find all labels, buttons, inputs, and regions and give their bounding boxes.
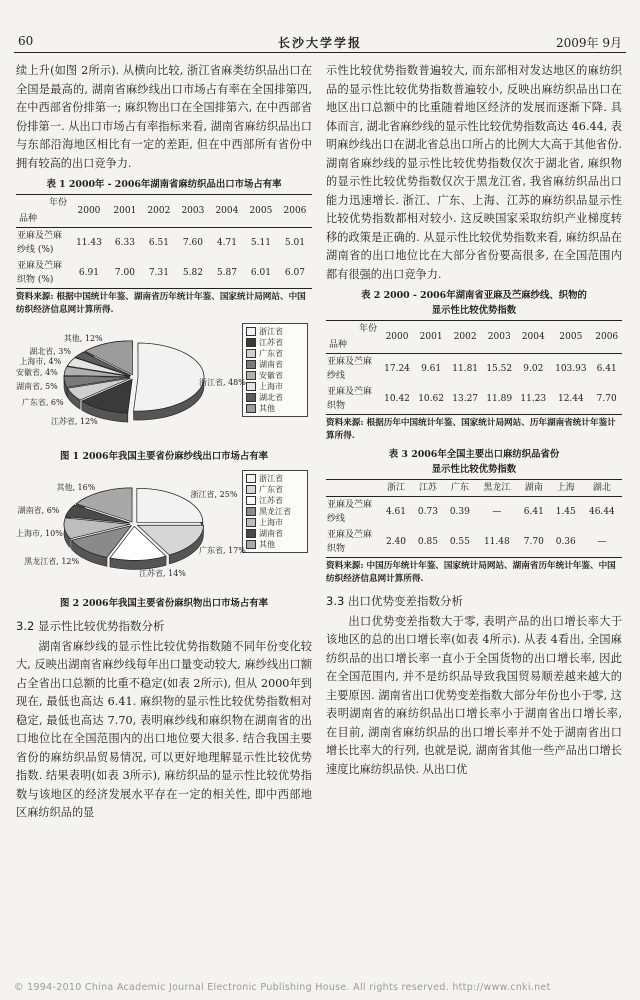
pie-slice-label: 浙江省, 25% — [190, 490, 238, 500]
legend-label: 湖南省 — [259, 529, 283, 538]
legend-swatch — [246, 518, 256, 527]
legend-item — [246, 359, 304, 370]
table1-caption: 表 1 2000年 - 2006年湖南省麻纺织品出口市场占有率 — [46, 179, 282, 190]
table1-corner: 年份 品种 — [16, 195, 70, 228]
table1-source: 资料来源: 根据中国统计年鉴、湖南省历年统计年鉴、国家统计局网站、中国纺织经济信息网计算所得. — [16, 292, 306, 315]
legend-swatch — [246, 327, 256, 336]
pie-slice-label: 广东省, 17% — [199, 546, 246, 556]
table1-year: 2000 — [70, 195, 108, 228]
legend-item — [246, 473, 304, 484]
table-row: 亚麻及苎麻纱线 (%) 11.43 6.33 6.51 7.60 4.71 5.11 5.01 — [17, 231, 305, 255]
figure1-caption: 图 1 2006年我国主要省份麻纱线出口市场占有率 — [60, 451, 268, 462]
legend-item — [246, 326, 304, 337]
legend-swatch — [246, 382, 256, 391]
figure2-caption: 图 2 2006年我国主要省份麻织物出口市场占有率 — [60, 598, 268, 609]
section-3-3-title: 3.3 出口优势变差指数分析 — [326, 594, 463, 608]
right-paragraph-1: 示性比较优势指数普遍较大, 而东部相对发达地区的麻纺织品的显示性比较优势指数普遍较小, 反映出麻纺织品出口在地区出口总额中的比重随着地区经济的发展而逐渐下降. 具体而言, 湖北省麻纱线的显示性比较优势指数高达 46.44, 表明麻纱线出口在湖北省总出口所占的比例大大高于其他省份. 湖南省麻纱线的显示性比较优势指数仅次于湖北省, 麻织物的显示性比较优势指数仅次于黑龙江省, 我省麻纺织品出口能力迅速增长. 浙江、广东、上海、江苏的麻纺织品显示性比较优势指数都相对较小. 这反映国家采取纺织产业梯度转移的政策是正确的. 从显示性比较优势指数来看, 麻纺织品在湖南省的出口地位比在大部分省份要高很多, 在全国范围内都有很强的出口竞争力. — [326, 64, 622, 281]
pie-slice-label: 广东省, 6% — [21, 398, 64, 408]
section-3-2-paragraph: 湖南省麻纱线的显示性比较优势指数随不同年份变化较大, 反映出湖南省麻纱线每年出口量变动较大, 麻纱线出口额占全省出口总额的比重不稳定(如表 2所示), 但从 2000年到现在, 最低也高达 6.41. 麻织物的显示性比较优势指数相对稳定, 最低也高达 7.70, 表明麻纱线和麻织物在湖南省的出口地位比在全国范围内的出口地位要大很多. 结合我国主要省份的麻纺织品贸易情况, 可以更好地理解显示性比较优势指数. 结果表明(如表 3所示), 麻纺织品的显示性比较优势指数与该地区的经济发展水平存在一定的相关性, 即中西部地区麻纺织品的显 — [16, 639, 312, 819]
legend-swatch — [246, 349, 256, 358]
figure1-pie-chart — [16, 321, 312, 445]
table3: 浙江 江苏 广东 黑龙江 湖南 上海 湖北 亚麻及苎麻纱线 4.61 0.73 0.39 — 6.41 1.45 46.44 亚麻及苎麻织物 2.40 0.85 0.55 11.48 7.70 0.36 — — [326, 479, 622, 558]
legend-swatch — [246, 529, 256, 538]
table1-year: 2004 — [210, 195, 244, 228]
issue-date: 2009年 9月 — [556, 36, 622, 50]
section-3-2-title: 3.2 显示性比较优势指数分析 — [16, 619, 165, 633]
table-row: 亚麻及苎麻织物 10.42 10.62 13.27 11.89 11.23 12.44 7.70 — [326, 384, 622, 415]
legend-label: 湖北省 — [259, 393, 283, 402]
pie-slice-label: 湖北省, 3% — [29, 347, 71, 357]
figure2-legend — [242, 470, 308, 553]
legend-label: 黑龙江省 — [259, 507, 291, 516]
right-column — [326, 62, 622, 779]
legend-label: 安徽省 — [259, 371, 283, 380]
table1 — [16, 194, 312, 289]
table-row: 亚麻及苎麻纱线 17.24 9.61 11.81 15.52 9.02 103.93 6.41 — [327, 357, 617, 381]
legend-item — [246, 495, 304, 506]
legend-label: 上海市 — [259, 518, 283, 527]
page-number: 60 — [18, 34, 34, 48]
table-row: 亚麻及苎麻织物 (%) 6.91 7.00 7.31 5.82 5.87 6.01 6.07 — [16, 258, 312, 289]
legend-swatch — [246, 404, 256, 413]
table-row: 亚麻及苎麻纱线 4.61 0.73 0.39 — 6.41 1.45 46.44 — [327, 500, 615, 524]
legend-swatch — [246, 540, 256, 549]
legend-label: 广东省 — [259, 349, 283, 358]
table2-caption: 表 2 2000 - 2006年湖南省亚麻及苎麻纱线、织物的 显示性比较优势指数 — [361, 290, 587, 316]
table1-year: 2003 — [176, 195, 210, 228]
pie-slice-label: 上海市, 4% — [19, 356, 62, 366]
section-3-3-paragraph: 出口优势变差指数大于零, 表明产品的出口增长率大于该地区的总的出口增长率(如表 4所示). 从表 4看出, 全国麻纺织品的出口增长率一直小于全国货物的出口增长率, 因此在全国范围内, 并不是纺织品导致我国贸易顺差越来越大的主要原因. 湖南省出口优势变差指数大部分年份也小于零, 这表明湖南省的麻纺织品出口增长率小于湖南省出口增长率, 在目前, 湖南省麻纺织品的出口增长率并不处于湖南省出口增长比率大的行列, 也就是说, 湖南省其他一些产品出口增长速度比麻纺织品快. 从出口优 — [326, 614, 622, 776]
legend-label: 江苏省 — [259, 496, 283, 505]
legend-swatch — [246, 474, 256, 483]
legend-item — [246, 403, 304, 414]
pie-slice-label: 上海市, 10% — [16, 528, 63, 538]
legend-item — [246, 506, 304, 517]
legend-item — [246, 528, 304, 539]
table1-year: 2001 — [108, 195, 142, 228]
legend-label: 上海市 — [259, 382, 283, 391]
table2-source: 资料来源: 根据历年中国统计年鉴、国家统计局网站、历年湖南省统计年鉴计算所得. — [326, 418, 616, 441]
legend-swatch — [246, 338, 256, 347]
legend-item — [246, 370, 304, 381]
table1-year: 2005 — [244, 195, 278, 228]
intro-paragraph: 续上升(如图 2所示). 从横向比较, 浙江省麻类纺织品出口在全国是最高的, 湖南省麻纱线出口市场占有率在全国排第四, 在中西部省份排第一; 麻织物出口在全国排第六, 在中西部省份排第一. 从出口市场占有率指标来看, 湖南省麻纺织品出口与东部沿海地区相比有一定的差距, 但在中西部所有省份中拥有较高的出口竞争力. — [16, 64, 312, 170]
legend-label: 浙江省 — [259, 474, 283, 483]
pie-slice-label: 江苏省, 12% — [50, 417, 98, 427]
legend-item — [246, 381, 304, 392]
legend-item — [246, 348, 304, 359]
legend-label: 广东省 — [259, 485, 283, 494]
table3-caption: 表 3 2006年全国主要出口麻纺织品省份 显示性比较优势指数 — [388, 449, 560, 475]
legend-item — [246, 539, 304, 550]
figure1-legend — [242, 323, 308, 417]
legend-label: 湖南省 — [259, 360, 283, 369]
pie-slice-label: 浙江省, 48% — [199, 377, 246, 387]
legend-label: 其他 — [259, 404, 275, 413]
legend-item — [246, 484, 304, 495]
table-row: 亚麻及苎麻织物 2.40 0.85 0.55 11.48 7.70 0.36 — — [326, 527, 622, 558]
table1-year: 2002 — [142, 195, 176, 228]
table3-source: 资料来源: 中国历年统计年鉴、国家统计局网站、湖南省历年统计年鉴、中国纺织经济信息网计算所得. — [326, 561, 616, 584]
legend-swatch — [246, 496, 256, 505]
table1-year: 2006 — [278, 195, 312, 228]
legend-label: 其他 — [259, 540, 275, 549]
left-column — [16, 62, 312, 823]
pie-slice-label: 其他, 16% — [56, 482, 96, 492]
pie-slice-label: 其他, 12% — [63, 333, 103, 343]
running-header — [14, 34, 626, 53]
copyright-footer: © 1994-2010 China Academic Journal Electronic Publishing House. All rights reserved. http://www.cnki.net — [14, 982, 551, 993]
legend-swatch — [246, 360, 256, 369]
pie-slice-label: 江苏省, 14% — [139, 568, 186, 578]
pie-slice-label: 湖南省, 5% — [16, 382, 58, 392]
legend-swatch — [246, 371, 256, 380]
pie-slice-label: 湖南省, 6% — [17, 506, 60, 516]
table2-corner: 年份 品种 — [326, 321, 380, 354]
table2: 年份 品种 2000 2001 2002 2003 2004 2005 2006 亚麻及苎麻纱线 17.24 9.61 11.81 15.52 9.02 103.93 6.41 亚麻及苎麻织物 10.42 10.62 13.27 11.89 11.23 12.44 7.70 — [326, 320, 622, 415]
legend-label: 浙江省 — [259, 327, 283, 336]
pie-slice-label: 黑龙江省, 12% — [24, 556, 80, 566]
legend-swatch — [246, 507, 256, 516]
legend-label: 江苏省 — [259, 338, 283, 347]
legend-swatch — [246, 485, 256, 494]
legend-item — [246, 337, 304, 348]
figure2-pie-chart — [16, 468, 312, 592]
legend-item — [246, 392, 304, 403]
legend-swatch — [246, 393, 256, 402]
pie-slice-label: 安徽省, 4% — [16, 368, 58, 378]
legend-item — [246, 517, 304, 528]
journal-name: 长沙大学学报 — [277, 36, 362, 50]
